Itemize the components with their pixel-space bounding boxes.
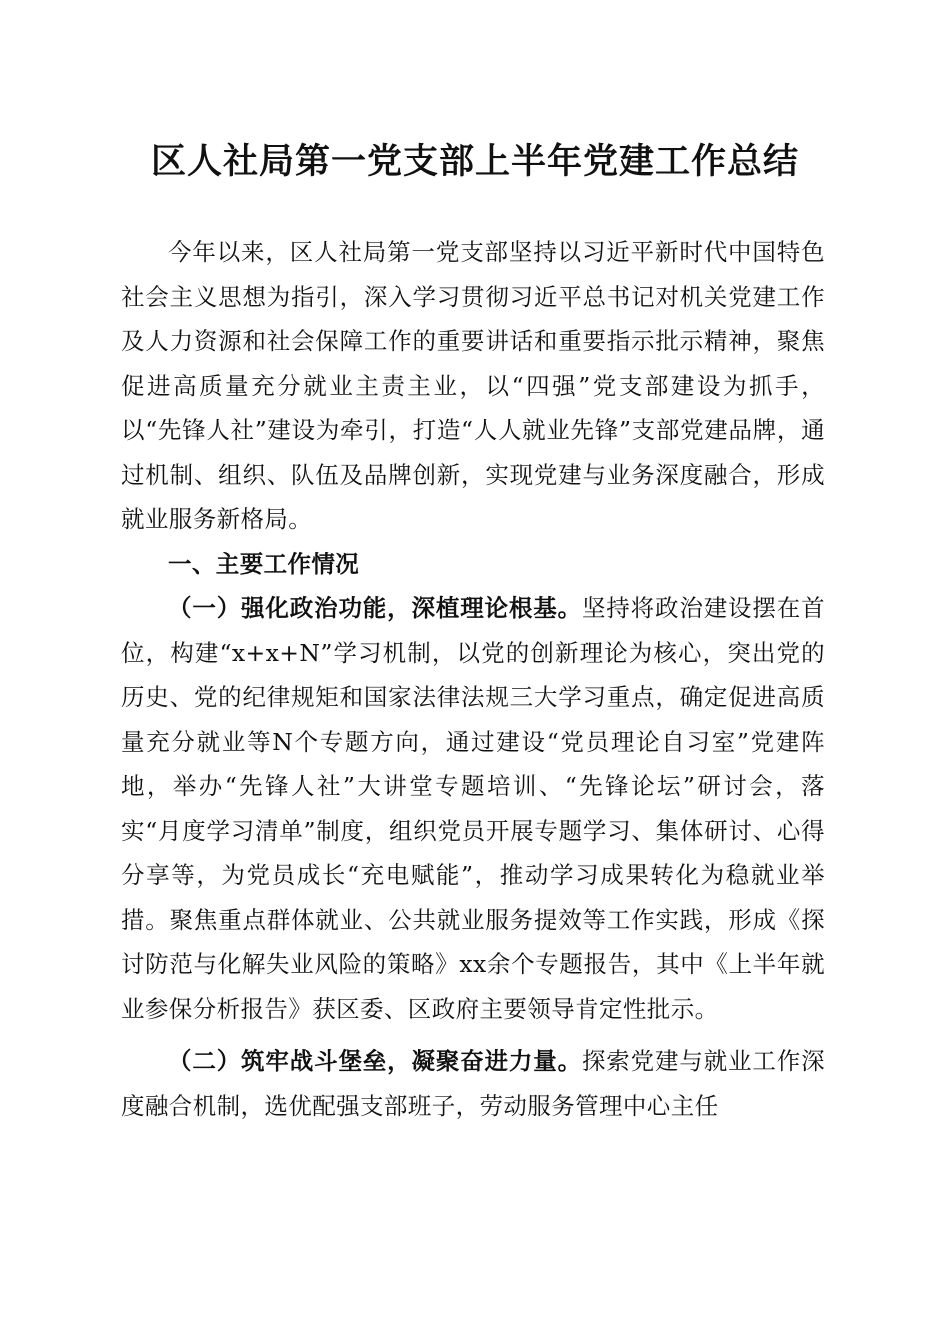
item-paragraph-fighting-fortress — [121, 1039, 825, 1128]
section-heading-main-work: 一、主要工作情况 — [168, 549, 360, 578]
document-body — [121, 230, 825, 1128]
item-lead-fighting-fortress: （二）筑牢战斗堡垒，凝聚奋进力量。 — [168, 1047, 582, 1075]
item-paragraph-political-function — [121, 586, 825, 1031]
item-body-political-function: 坚持将政治建设摆在首位，构建“x+x+N”学习机制，以党的创新理论为核心，突出党的历史、党的纪律规矩和国家法律法规三大学习重点，确定促进高质量充分就业等N个专题方向，通过建设“党员理论自习室”党建阵地，举办“先锋人社”大讲堂专题培训、“先锋论坛”研讨会，落实“月度学习清单”制度，组织党员开展专题学习、集体研讨、心得分享等，为党员成长“充电赋能”，推动学习成果转化为稳就业举措。聚焦重点群体就业、公共就业服务提效等工作实践，形成《探讨防范与化解失业风险的策略》xx余个专题报告，其中《上半年就业参保分析报告》获区委、区政府主要领导肯定性批示。 — [121, 594, 825, 1023]
intro-paragraph: 今年以来，区人社局第一党支部坚持以习近平新时代中国特色社会主义思想为指引，深入学习贯彻习近平总书记对机关党建工作及人力资源和社会保障工作的重要讲话和重要指示批示精神，聚焦促进高质量充分就业主责主业，以“四强”党支部建设为抓手，以“先锋人社”建设为牵引，打造“人人就业先锋”支部党建品牌，通过机制、组织、队伍及品牌创新，实现党建与业务深度融合，形成就业服务新格局。 — [121, 238, 825, 533]
item-lead-political-function: （一）强化政治功能，深植理论根基。 — [168, 594, 582, 622]
item-body-fighting-fortress: 探索党建与就业工作深度融合机制，选优配强支部班子，劳动服务管理中心主任 — [121, 1047, 825, 1120]
document-title: 区人社局第一党支部上半年党建工作总结 — [150, 141, 799, 182]
